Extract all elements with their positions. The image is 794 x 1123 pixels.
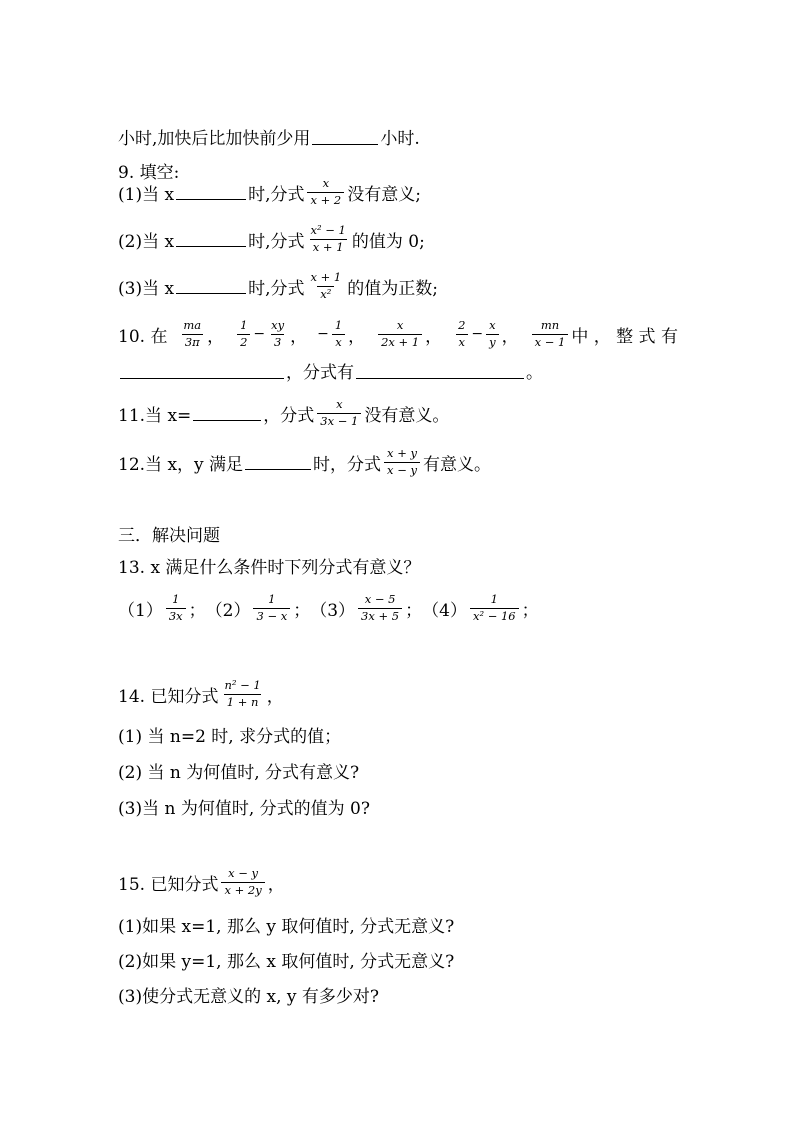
answer-blank[interactable] xyxy=(176,245,246,247)
fraction: $\frac{1}{2}$ xyxy=(237,320,250,348)
q12-line: 12.当 x，y 满足 时，分式 $\frac{x + y}{x - y}$ 有意义。 xyxy=(118,446,491,477)
q14-3: (3)当 n 为何值时, 分式的值为 0? xyxy=(118,799,370,819)
fraction: $\frac{x}{y}$ xyxy=(486,320,499,348)
fraction: $\frac{x}{3x - 1}$ xyxy=(317,399,361,427)
q14-line: 14. 已知分式 $\frac{\text{n² − 1}}{1 + n}$ ， xyxy=(118,678,284,709)
fraction: $\frac{1}{3 - x}$ xyxy=(253,594,290,622)
q9-title: 9. 填空: xyxy=(118,163,180,183)
fraction: $\frac{x - y}{x + 2y}$ xyxy=(221,868,264,896)
fraction: $\frac{1}{x}$ xyxy=(332,320,345,348)
answer-blank[interactable] xyxy=(176,292,246,294)
fraction: $\frac{x}{2x + 1}$ xyxy=(378,320,422,348)
q14-1: (1) 当 n=2 时, 求分式的值； xyxy=(118,727,342,747)
answer-blank[interactable] xyxy=(245,468,311,470)
q15-3: (3)使分式无意义的 x, y 有多少对? xyxy=(118,987,380,1007)
fraction: $\frac{x - 5}{3x + 5}$ xyxy=(358,594,402,622)
q9-3-line: (3)当 x 时,分式 $\frac{x + 1}{\text{x²}}$ 的值为正数; xyxy=(118,270,438,301)
q10-line: 10. 在 $\frac{ma}{3\pi}$ ， $\frac{1}{2}$ − $\frac{xy}{3}$ ， − $\frac{1}{x}$ ， $\frac{x}{2x + 1}$ ， $\frac{2}{x}$ − $\frac{x}{y}$ ， $\frac{mn}{x - 1}$ 中 ， 整 式 有 xyxy=(118,318,678,349)
fraction: $\frac{\text{n² − 1}}{1 + n}$ xyxy=(224,678,261,709)
fraction: $\frac{mn}{x - 1}$ xyxy=(532,320,569,348)
q13-items: （1） $\frac{1}{3x}$ ； （2） $\frac{1}{3 - x}$ ； （3） $\frac{x - 5}{3x + 5}$ ； （4） $\frac{1}{\text{x² − 16}}$ ； xyxy=(118,592,539,623)
answer-blank[interactable] xyxy=(312,143,378,145)
answer-blank[interactable] xyxy=(176,198,246,200)
fraction: $\frac{ma}{3\pi}$ xyxy=(183,318,202,349)
q15-2: (2)如果 y=1, 那么 x 取何值时, 分式无意义? xyxy=(118,952,455,972)
fraction: $\frac{xy}{3}$ xyxy=(271,318,285,349)
q14-2: (2) 当 n 为何值时, 分式有意义? xyxy=(118,763,360,783)
fraction: $\frac{1}{3x}$ xyxy=(166,594,186,622)
q15-line: 15. 已知分式 $\frac{x - y}{x + 2y}$ ， xyxy=(118,866,285,897)
fraction: $\frac{\text{x² − 1}}{x + 1}$ xyxy=(310,223,346,254)
line-top: 小时,加快后比加快前少用 小时. xyxy=(118,129,420,149)
q10-line-2: ，分式有 。 xyxy=(118,358,543,383)
fraction: $\frac{x + y}{x - y}$ xyxy=(384,448,420,476)
q9-1-line: (1)当 x 时,分式 $\frac{x}{x + 2}$ 没有意义; xyxy=(118,176,421,207)
section-title: 三．解决问题 xyxy=(118,526,220,546)
q11-line: 11.当 x= ，分式 $\frac{x}{3x - 1}$ 没有意义。 xyxy=(118,397,450,428)
answer-blank[interactable] xyxy=(356,377,524,379)
answer-blank[interactable] xyxy=(193,419,261,421)
answer-blank[interactable] xyxy=(120,377,284,379)
q15-1: (1)如果 x=1, 那么 y 取何值时, 分式无意义? xyxy=(118,917,455,937)
q13-title: 13. x 满足什么条件时下列分式有意义？ xyxy=(118,558,421,578)
fraction: $\frac{1}{\text{x² − 16}}$ xyxy=(470,594,519,622)
fraction: $\frac{x + 1}{\text{x²}}$ xyxy=(310,270,342,301)
fraction: $\frac{x}{x + 2}$ xyxy=(307,178,344,206)
fraction: $\frac{2}{x}$ xyxy=(455,320,468,348)
q9-2-line: (2)当 x 时,分式 $\frac{\text{x² − 1}}{x + 1}$ 的值为 0; xyxy=(118,223,425,254)
